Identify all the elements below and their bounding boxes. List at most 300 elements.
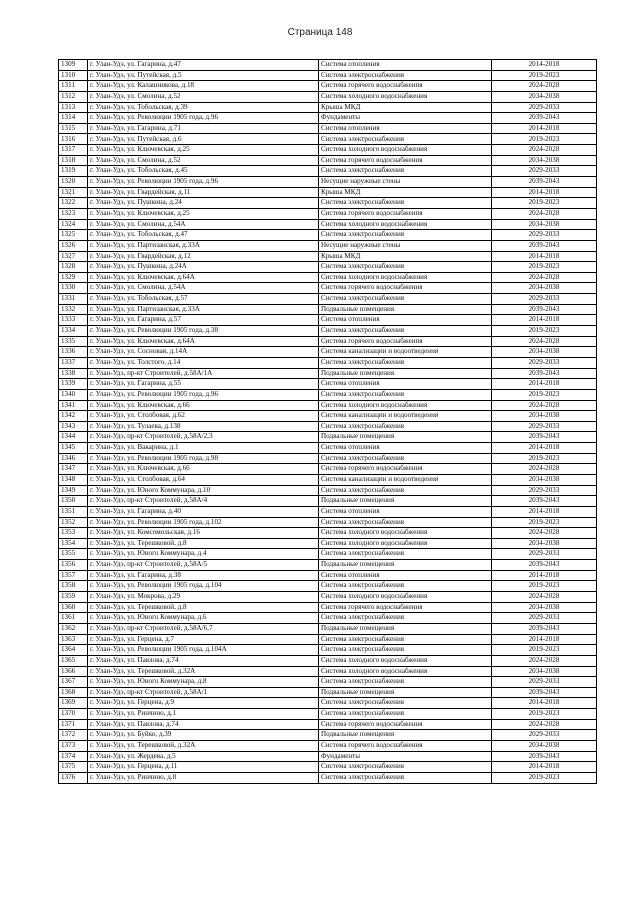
address-cell: г. Улан-Удэ, ул. Тулаева, д.138 [88, 421, 319, 432]
period-cell: 2039-2043 [492, 177, 597, 188]
period-cell: 2019-2023 [492, 134, 597, 145]
table-row [59, 198, 597, 209]
work-type-cell: Система электроснабжения [319, 613, 492, 624]
table-row [59, 347, 597, 358]
address-cell: г. Улан-Удэ, ул. Терешковой, д.8 [88, 538, 319, 549]
row-number-cell: 1340 [59, 389, 88, 400]
row-number-cell: 1327 [59, 251, 88, 262]
row-number-cell: 1334 [59, 326, 88, 337]
row-number-cell: 1356 [59, 560, 88, 571]
work-type-cell: Система холодного водоснабжения [319, 592, 492, 603]
table-row [59, 538, 597, 549]
table-row [59, 166, 597, 177]
work-type-cell: Несущие наружные стены [319, 240, 492, 251]
address-cell: г. Улан-Удэ, ул. Гагарина, д.47 [88, 60, 319, 71]
period-cell: 2039-2043 [492, 751, 597, 762]
address-cell: г. Улан-Удэ, ул. Терешковой, д.32А [88, 741, 319, 752]
table-row [59, 517, 597, 528]
work-type-cell: Система электроснабжения [319, 389, 492, 400]
table-row [59, 315, 597, 326]
address-cell: г. Улан-Удэ, ул. Гагарина, д.71 [88, 123, 319, 134]
table-row [59, 698, 597, 709]
period-cell: 2029-2033 [492, 102, 597, 113]
period-cell: 2034-2038 [492, 666, 597, 677]
row-number-cell: 1367 [59, 677, 88, 688]
row-number-cell: 1346 [59, 453, 88, 464]
work-type-cell: Несущие наружные стены [319, 177, 492, 188]
row-number-cell: 1365 [59, 655, 88, 666]
work-type-cell: Система холодного водоснабжения [319, 528, 492, 539]
table-row [59, 123, 597, 134]
table-row [59, 730, 597, 741]
period-cell: 2024-2028 [492, 208, 597, 219]
work-type-cell: Крыша МКД [319, 251, 492, 262]
period-cell: 2034-2038 [492, 741, 597, 752]
table-row [59, 432, 597, 443]
row-number-cell: 1332 [59, 304, 88, 315]
period-cell: 2029-2033 [492, 730, 597, 741]
address-cell: г. Улан-Удэ, ул. Ключевская, д.66 [88, 400, 319, 411]
period-cell: 2019-2023 [492, 326, 597, 337]
address-cell: г. Улан-Удэ, ул. Жердева, д.5 [88, 751, 319, 762]
address-cell: г. Улан-Удэ, ул. Герцена, д.7 [88, 634, 319, 645]
table-row [59, 634, 597, 645]
row-number-cell: 1364 [59, 645, 88, 656]
work-type-cell: Система электроснабжения [319, 166, 492, 177]
period-cell: 2029-2033 [492, 166, 597, 177]
row-number-cell: 1374 [59, 751, 88, 762]
address-cell: г. Улан-Удэ, ул. Гагарина, д.57 [88, 315, 319, 326]
work-type-cell: Система электроснабжения [319, 645, 492, 656]
table-row [59, 326, 597, 337]
row-number-cell: 1316 [59, 134, 88, 145]
address-cell: г. Улан-Удэ, ул. Революции 1905 года, д.104 [88, 581, 319, 592]
row-number-cell: 1343 [59, 421, 88, 432]
table-body [59, 60, 597, 784]
row-number-cell: 1341 [59, 400, 88, 411]
address-cell: г. Улан-Удэ, ул. Мокрова, д.29 [88, 592, 319, 603]
work-type-cell: Система холодного водоснабжения [319, 538, 492, 549]
address-cell: г. Улан-Удэ, ул. Революции 1905 года, д.102 [88, 517, 319, 528]
row-number-cell: 1323 [59, 208, 88, 219]
work-type-cell: Система горячего водоснабжения [319, 336, 492, 347]
period-cell: 2039-2043 [492, 496, 597, 507]
row-number-cell: 1358 [59, 581, 88, 592]
table-row [59, 145, 597, 156]
table-row [59, 283, 597, 294]
address-cell: г. Улан-Удэ, пр-кт Строителей, д.58А/6,7 [88, 623, 319, 634]
work-type-cell: Система электроснабжения [319, 70, 492, 81]
work-type-cell: Система электроснабжения [319, 421, 492, 432]
address-cell: г. Улан-Удэ, ул. Терешковой, д.32А [88, 666, 319, 677]
work-type-cell: Система электроснабжения [319, 262, 492, 273]
table-row [59, 251, 597, 262]
period-cell: 2014-2018 [492, 187, 597, 198]
address-cell: г. Улан-Удэ, пр-кт Строителей, д.58А/4 [88, 496, 319, 507]
work-type-cell: Система электроснабжения [319, 709, 492, 720]
period-cell: 2019-2023 [492, 262, 597, 273]
table-row [59, 294, 597, 305]
period-cell: 2014-2018 [492, 634, 597, 645]
work-type-cell: Система горячего водоснабжения [319, 602, 492, 613]
address-cell: г. Улан-Удэ, ул. Гагарина, д.55 [88, 379, 319, 390]
table-row [59, 421, 597, 432]
row-number-cell: 1369 [59, 698, 88, 709]
address-cell: г. Улан-Удэ, ул. Смолина, д.54А [88, 283, 319, 294]
address-cell: г. Улан-Удэ, ул. Революции 1905 года, д.104А [88, 645, 319, 656]
period-cell: 2034-2038 [492, 347, 597, 358]
row-number-cell: 1362 [59, 623, 88, 634]
work-type-cell: Крыша МКД [319, 102, 492, 113]
address-cell: г. Улан-Удэ, ул. Ключевская, д.25 [88, 208, 319, 219]
work-type-cell: Система электроснабжения [319, 134, 492, 145]
work-type-cell: Система электроснабжения [319, 698, 492, 709]
work-type-cell: Система электроснабжения [319, 549, 492, 560]
table-row [59, 443, 597, 454]
work-type-cell: Система холодного водоснабжения [319, 655, 492, 666]
address-cell: г. Улан-Удэ, ул. Смолина, д.52 [88, 91, 319, 102]
table-row [59, 772, 597, 783]
table-row [59, 262, 597, 273]
period-cell: 2019-2023 [492, 70, 597, 81]
period-cell: 2014-2018 [492, 698, 597, 709]
row-number-cell: 1355 [59, 549, 88, 560]
address-cell: г. Улан-Удэ, ул. Юного Коммунара, д.8 [88, 677, 319, 688]
table-row [59, 602, 597, 613]
period-cell: 2034-2038 [492, 411, 597, 422]
row-number-cell: 1363 [59, 634, 88, 645]
address-cell: г. Улан-Удэ, ул. Павлова, д.74 [88, 719, 319, 730]
work-type-cell: Система электроснабжения [319, 357, 492, 368]
table-row [59, 400, 597, 411]
work-type-cell: Система канализации и водоотведения [319, 411, 492, 422]
table-row [59, 70, 597, 81]
row-number-cell: 1351 [59, 506, 88, 517]
row-number-cell: 1352 [59, 517, 88, 528]
address-cell: г. Улан-Удэ, ул. Гагарина, д.40 [88, 506, 319, 517]
page-header: Страница 148 [287, 27, 353, 38]
address-cell: г. Улан-Удэ, ул. Гвардейская, д.12 [88, 251, 319, 262]
period-cell: 2024-2028 [492, 592, 597, 603]
address-cell: г. Улан-Удэ, пр-кт Строителей, д.58А/1 [88, 687, 319, 698]
period-cell: 2014-2018 [492, 570, 597, 581]
row-number-cell: 1360 [59, 602, 88, 613]
row-number-cell: 1326 [59, 240, 88, 251]
row-number-cell: 1329 [59, 272, 88, 283]
table-row [59, 613, 597, 624]
table-row [59, 687, 597, 698]
period-cell: 2024-2028 [492, 464, 597, 475]
row-number-cell: 1309 [59, 60, 88, 71]
table-row [59, 496, 597, 507]
address-cell: г. Улан-Удэ, ул. Революции 1905 года, д.96 [88, 177, 319, 188]
work-type-cell: Система канализации и водоотведения [319, 474, 492, 485]
period-cell: 2034-2038 [492, 474, 597, 485]
row-number-cell: 1336 [59, 347, 88, 358]
address-cell: г. Улан-Удэ, ул. Сосновая, д.14А [88, 347, 319, 358]
address-cell: г. Улан-Удэ, ул. Вакарина, д.1 [88, 443, 319, 454]
address-cell: г. Улан-Удэ, ул. Путейская, д.6 [88, 134, 319, 145]
address-cell: г. Улан-Удэ, ул. Гагарина, д.38 [88, 570, 319, 581]
period-cell: 2039-2043 [492, 687, 597, 698]
address-cell: г. Улан-Удэ, ул. Юного Коммунара, д.6 [88, 613, 319, 624]
row-number-cell: 1330 [59, 283, 88, 294]
work-type-cell: Система холодного водоснабжения [319, 219, 492, 230]
work-type-cell: Система канализации и водоотведения [319, 347, 492, 358]
period-cell: 2019-2023 [492, 772, 597, 783]
work-type-cell: Система отопления [319, 443, 492, 454]
period-cell: 2039-2043 [492, 368, 597, 379]
work-type-cell: Система горячего водоснабжения [319, 283, 492, 294]
work-type-cell: Система холодного водоснабжения [319, 91, 492, 102]
table-row [59, 81, 597, 92]
period-cell: 2034-2038 [492, 538, 597, 549]
work-type-cell: Система холодного водоснабжения [319, 272, 492, 283]
table-row [59, 528, 597, 539]
address-cell: г. Улан-Удэ, ул. Ключевская, д.25 [88, 145, 319, 156]
row-number-cell: 1335 [59, 336, 88, 347]
address-cell: г. Улан-Удэ, ул. Ключевская, д.64А [88, 336, 319, 347]
row-number-cell: 1361 [59, 613, 88, 624]
table-row [59, 581, 597, 592]
row-number-cell: 1317 [59, 145, 88, 156]
work-type-cell: Подвальные помещения [319, 368, 492, 379]
table-row [59, 453, 597, 464]
row-number-cell: 1366 [59, 666, 88, 677]
table-row [59, 549, 597, 560]
period-cell: 2039-2043 [492, 623, 597, 634]
row-number-cell: 1373 [59, 741, 88, 752]
period-cell: 2014-2018 [492, 379, 597, 390]
period-cell: 2039-2043 [492, 240, 597, 251]
table-row [59, 741, 597, 752]
table-row [59, 272, 597, 283]
address-cell: г. Улан-Удэ, ул. Смолина, д.52 [88, 155, 319, 166]
period-cell: 2019-2023 [492, 453, 597, 464]
table-row [59, 485, 597, 496]
period-cell: 2024-2028 [492, 336, 597, 347]
period-cell: 2014-2018 [492, 123, 597, 134]
work-type-cell: Система горячего водоснабжения [319, 464, 492, 475]
work-type-cell: Система электроснабжения [319, 453, 492, 464]
table-row [59, 666, 597, 677]
address-cell: г. Улан-Удэ, ул. Партизанская, д.33А [88, 240, 319, 251]
period-cell: 2014-2018 [492, 251, 597, 262]
work-type-cell: Крыша МКД [319, 187, 492, 198]
work-type-cell: Система отопления [319, 123, 492, 134]
row-number-cell: 1370 [59, 709, 88, 720]
row-number-cell: 1375 [59, 762, 88, 773]
period-cell: 2034-2038 [492, 155, 597, 166]
work-type-cell: Система горячего водоснабжения [319, 81, 492, 92]
work-type-cell: Система электроснабжения [319, 762, 492, 773]
row-number-cell: 1312 [59, 91, 88, 102]
row-number-cell: 1342 [59, 411, 88, 422]
period-cell: 2019-2023 [492, 645, 597, 656]
row-number-cell: 1339 [59, 379, 88, 390]
row-number-cell: 1324 [59, 219, 88, 230]
row-number-cell: 1322 [59, 198, 88, 209]
row-number-cell: 1348 [59, 474, 88, 485]
address-cell: г. Улан-Удэ, ул. Партизанская, д.33А [88, 304, 319, 315]
address-cell: г. Улан-Удэ, ул. Революции 1905 года, д.98 [88, 453, 319, 464]
row-number-cell: 1319 [59, 166, 88, 177]
work-type-cell: Система электроснабжения [319, 326, 492, 337]
work-type-cell: Система горячего водоснабжения [319, 208, 492, 219]
address-cell: г. Улан-Удэ, ул. Терешковой, д.8 [88, 602, 319, 613]
work-type-cell: Система холодного водоснабжения [319, 400, 492, 411]
table-row [59, 762, 597, 773]
row-number-cell: 1350 [59, 496, 88, 507]
row-number-cell: 1353 [59, 528, 88, 539]
period-cell: 2014-2018 [492, 60, 597, 71]
period-cell: 2029-2033 [492, 294, 597, 305]
row-number-cell: 1347 [59, 464, 88, 475]
repair-schedule-table [58, 59, 597, 784]
period-cell: 2029-2033 [492, 613, 597, 624]
table-row [59, 208, 597, 219]
table-row [59, 60, 597, 71]
period-cell: 2029-2033 [492, 421, 597, 432]
table-row [59, 411, 597, 422]
table-row [59, 751, 597, 762]
row-number-cell: 1318 [59, 155, 88, 166]
table-row [59, 623, 597, 634]
work-type-cell: Фундаменты [319, 113, 492, 124]
period-cell: 2019-2023 [492, 198, 597, 209]
table-row [59, 709, 597, 720]
address-cell: г. Улан-Удэ, ул. Гвардейская, д.11 [88, 187, 319, 198]
period-cell: 2019-2023 [492, 389, 597, 400]
work-type-cell: Система электроснабжения [319, 517, 492, 528]
work-type-cell: Фундаменты [319, 751, 492, 762]
address-cell: г. Улан-Удэ, пр-кт Строителей, д.58А/2,3 [88, 432, 319, 443]
work-type-cell: Подвальные помещения [319, 730, 492, 741]
period-cell: 2014-2018 [492, 506, 597, 517]
work-type-cell: Система отопления [319, 506, 492, 517]
address-cell: г. Улан-Удэ, ул. Столбовая, д.62 [88, 411, 319, 422]
period-cell: 2039-2043 [492, 304, 597, 315]
address-cell: г. Улан-Удэ, ул. Комсомольская, д.16 [88, 528, 319, 539]
row-number-cell: 1371 [59, 719, 88, 730]
table-row [59, 155, 597, 166]
row-number-cell: 1328 [59, 262, 88, 273]
period-cell: 2019-2023 [492, 709, 597, 720]
table-row [59, 113, 597, 124]
period-cell: 2019-2023 [492, 581, 597, 592]
work-type-cell: Подвальные помещения [319, 687, 492, 698]
table-row [59, 91, 597, 102]
work-type-cell: Система холодного водоснабжения [319, 666, 492, 677]
period-cell: 2039-2043 [492, 432, 597, 443]
table-row [59, 368, 597, 379]
period-cell: 2029-2033 [492, 677, 597, 688]
work-type-cell: Система отопления [319, 315, 492, 326]
address-cell: г. Улан-Удэ, пр-кт Строителей, д.58А/1А [88, 368, 319, 379]
address-cell: г. Улан-Удэ, ул. Толстого, д.14 [88, 357, 319, 368]
period-cell: 2024-2028 [492, 400, 597, 411]
work-type-cell: Система отопления [319, 570, 492, 581]
work-type-cell: Система электроснабжения [319, 772, 492, 783]
address-cell: г. Улан-Удэ, ул. Революции 1905 года, д.96 [88, 113, 319, 124]
table-row [59, 570, 597, 581]
row-number-cell: 1325 [59, 230, 88, 241]
period-cell: 2029-2033 [492, 485, 597, 496]
work-type-cell: Система холодного водоснабжения [319, 145, 492, 156]
address-cell: г. Улан-Удэ, ул. Столбовая, д.64 [88, 474, 319, 485]
table-row [59, 304, 597, 315]
table-row [59, 506, 597, 517]
period-cell: 2014-2018 [492, 443, 597, 454]
period-cell: 2014-2018 [492, 762, 597, 773]
address-cell: г. Улан-Удэ, ул. Ключевская, д.64А [88, 272, 319, 283]
address-cell: г. Улан-Удэ, ул. Тобольская, д.57 [88, 294, 319, 305]
address-cell: г. Улан-Удэ, ул. Революции 1905 года, д.38 [88, 326, 319, 337]
address-cell: г. Улан-Удэ, ул. Юного Коммунара, д.4 [88, 549, 319, 560]
address-cell: г. Улан-Удэ, ул. Ринчино, д.8 [88, 772, 319, 783]
address-cell: г. Улан-Удэ, ул. Пушкина, д.24А [88, 262, 319, 273]
period-cell: 2029-2033 [492, 230, 597, 241]
row-number-cell: 1349 [59, 485, 88, 496]
work-type-cell: Система горячего водоснабжения [319, 155, 492, 166]
address-cell: г. Улан-Удэ, ул. Революции 1905 года, д.96 [88, 389, 319, 400]
row-number-cell: 1315 [59, 123, 88, 134]
address-cell: г. Улан-Удэ, ул. Смолина, д.54А [88, 219, 319, 230]
work-type-cell: Подвальные помещения [319, 304, 492, 315]
table-row [59, 187, 597, 198]
work-type-cell: Подвальные помещения [319, 432, 492, 443]
row-number-cell: 1357 [59, 570, 88, 581]
table-row [59, 719, 597, 730]
work-type-cell: Система электроснабжения [319, 634, 492, 645]
row-number-cell: 1338 [59, 368, 88, 379]
address-cell: г. Улан-Удэ, пр-кт Строителей, д.58А/5 [88, 560, 319, 571]
period-cell: 2014-2018 [492, 315, 597, 326]
row-number-cell: 1310 [59, 70, 88, 81]
address-cell: г. Улан-Удэ, ул. Путейская, д.5 [88, 70, 319, 81]
row-number-cell: 1345 [59, 443, 88, 454]
period-cell: 2024-2028 [492, 528, 597, 539]
table-row [59, 592, 597, 603]
row-number-cell: 1359 [59, 592, 88, 603]
period-cell: 2034-2038 [492, 91, 597, 102]
row-number-cell: 1333 [59, 315, 88, 326]
work-type-cell: Система электроснабжения [319, 677, 492, 688]
row-number-cell: 1344 [59, 432, 88, 443]
row-number-cell: 1376 [59, 772, 88, 783]
period-cell: 2034-2038 [492, 283, 597, 294]
address-cell: г. Улан-Удэ, ул. Юного Коммунара, д.10 [88, 485, 319, 496]
work-type-cell: Система электроснабжения [319, 230, 492, 241]
table-row [59, 677, 597, 688]
address-cell: г. Улан-Удэ, ул. Герцена, д.11 [88, 762, 319, 773]
period-cell: 2024-2028 [492, 145, 597, 156]
period-cell: 2024-2028 [492, 719, 597, 730]
work-type-cell: Система электроснабжения [319, 294, 492, 305]
work-type-cell: Подвальные помещения [319, 560, 492, 571]
work-type-cell: Система отопления [319, 379, 492, 390]
row-number-cell: 1314 [59, 113, 88, 124]
row-number-cell: 1321 [59, 187, 88, 198]
table-row [59, 379, 597, 390]
period-cell: 2039-2043 [492, 560, 597, 571]
table-row [59, 645, 597, 656]
address-cell: г. Улан-Удэ, ул. Ключевская, д.66 [88, 464, 319, 475]
table-row [59, 389, 597, 400]
table-row [59, 177, 597, 188]
table-row [59, 240, 597, 251]
work-type-cell: Система отопления [319, 60, 492, 71]
